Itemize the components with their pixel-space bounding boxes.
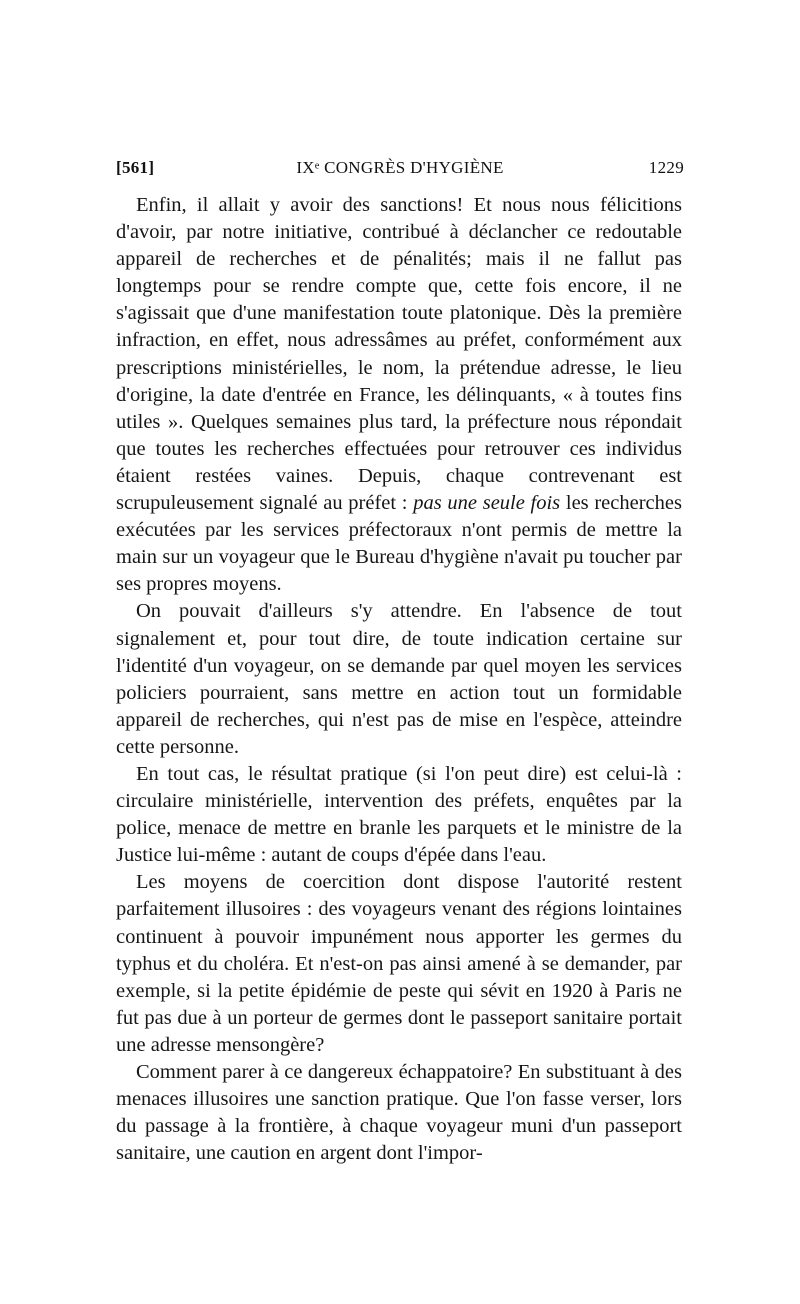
paragraph: Les moyens de coercition dont dispose l'autorité restent parfaitement illusoires : des voyageurs venant des régions lointaines continuent à pouvoir impunément nous apporter les germes du typhus et du choléra. Et n'est-on pas ainsi amené à se demander, par exemple, si la petite épidémie de peste qui sévit en 1920 à Paris ne fut pas due à un porteur de germes dont le passeport sanitaire portait une adresse mensongère? xyxy=(116,871,682,1056)
paragraph: Enfin, il allait y avoir des sanctions! Et nous nous félicitions d'avoir, par notre initiative, contribué à déclancher ce redoutable appareil de recherches et de pénalités; mais il ne fallut pas longtemps pour se rendre compte que, cette fois encore, il ne s'agissait que d'une manifestation toute platonique. Dès la première infraction, en effet, nous adressâmes au préfet, conformément aux prescriptions ministérielles, le nom, la prétendue adresse, le lieu d'origine, la date d'entrée en France, les délinquants, « à toutes fins utiles ». Quelques semaines plus tard, la préfecture nous répondait que toutes les recherches effectuées pour retrouver ces individus étaient restées vaines. Depuis, chaque contrevenant est scrupuleusement signalé au préfet : pas une seule fois les recherches exécutées par les services préfectoraux n'ont permis de mettre la main sur un voyageur que le Bureau d'hygiène n'avait pu toucher par ses propres moyens. xyxy=(116,194,682,596)
paragraph: Comment parer à ce dangereux échappatoire? En substituant à des menaces illusoires une sanction pratique. Que l'on fasse verser, lors du passage à la frontière, à chaque voyageur muni d'un passeport sanitaire, une caution en argent dont l'impor- xyxy=(116,1061,682,1165)
page-number: 1229 xyxy=(648,158,684,177)
page-reference: [561] xyxy=(116,158,155,177)
running-title: IXᵉ CONGRÈS D'HYGIÈNE xyxy=(296,158,504,177)
body-text xyxy=(116,192,682,1167)
emphasis-text: pas une seule fois xyxy=(413,492,561,515)
running-header xyxy=(116,158,684,182)
paragraph: En tout cas, le résultat pratique (si l'on peut dire) est celui-là : circulaire ministérielle, intervention des préfets, enquêtes par la police, menace de mettre en branle les parquets et le ministre de la Justice lui-même : autant de coups d'épée dans l'eau. xyxy=(116,762,682,867)
paragraph: On pouvait d'ailleurs s'y attendre. En l'absence de tout signalement et, pour tout dire, de toute indication certaine sur l'identité d'un voyageur, on se demande par quel moyen les services policiers pourraient, sans mettre en action tout un formidable appareil de recherches, qui n'est pas de mise en l'espèce, atteindre cette personne. xyxy=(116,600,682,758)
